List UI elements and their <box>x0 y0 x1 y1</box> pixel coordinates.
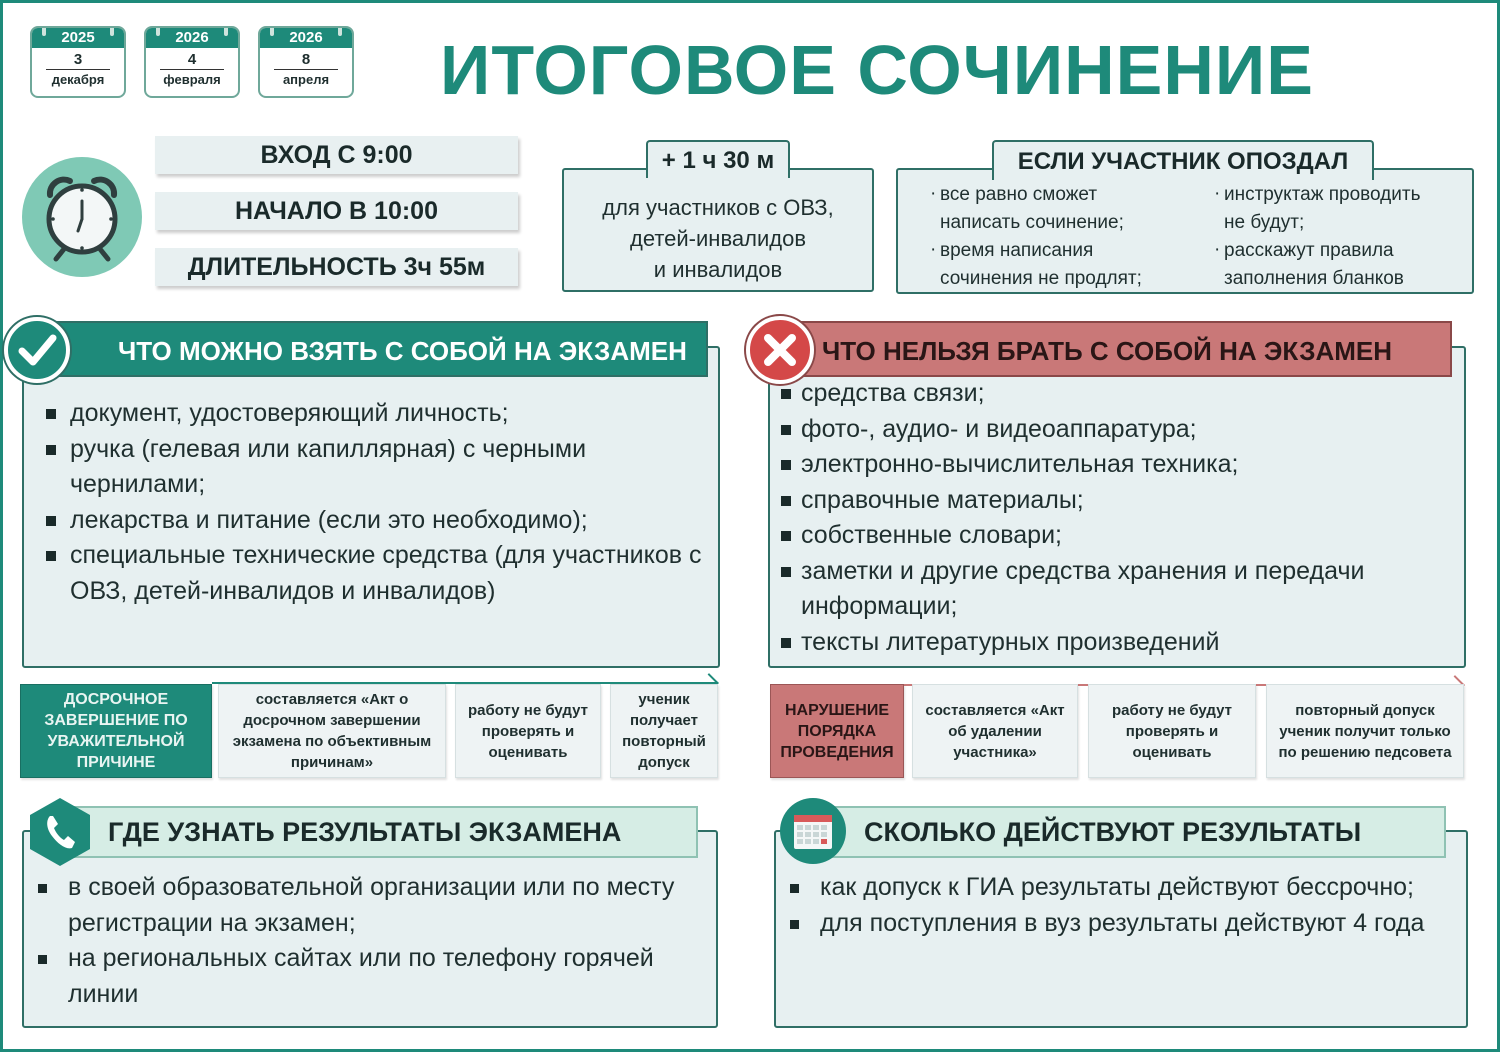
early-finish-step: ДОСРОЧНОЕ ЗАВЕРШЕНИЕ ПО УВАЖИТЕЛЬНОЙ ПРИЧИНЕ <box>20 684 212 778</box>
violation-step: повторный допуск ученик получит только по решению педсовета <box>1266 684 1464 778</box>
allowed-item: лекарства и питание (если это необходимо); <box>24 503 714 539</box>
extra-time-panel <box>562 168 874 292</box>
page-title: ИТОГОВОЕ СОЧИНЕНИЕ <box>440 31 1314 109</box>
calendar-grid-icon <box>780 798 846 864</box>
calendar-day: 4 <box>187 51 197 68</box>
violation-step: работу не будут проверять и оценивать <box>1088 684 1256 778</box>
phone-icon <box>28 796 92 868</box>
entry-time: ВХОД С 9:00 <box>155 136 518 174</box>
forbidden-panel <box>768 346 1466 668</box>
early-finish-step: составляется «Акт о досрочном завершении экзамена по объективным причинам» <box>218 684 446 778</box>
forbidden-item: справочные материалы; <box>770 483 1462 519</box>
violation-step: НАРУШЕНИЕ ПОРЯДКА ПРОВЕДЕНИЯ <box>770 684 904 778</box>
forbidden-item: фото-, аудио- и видеоаппаратура; <box>770 412 1462 448</box>
allowed-item: специальные технические средства (для участников с ОВЗ, детей-инвалидов и инвалидов) <box>24 538 714 609</box>
forbidden-item: электронно-вычислительная техника; <box>770 447 1462 483</box>
duration: ДЛИТЕЛЬНОСТЬ 3ч 55м <box>155 248 518 286</box>
late-item: · время написания сочинения не продлят; <box>930 239 1142 289</box>
extra-time-line: для участников с ОВЗ, <box>602 195 834 220</box>
results-where-title: ГДЕ УЗНАТЬ РЕЗУЛЬТАТЫ ЭКЗАМЕНА <box>56 806 698 858</box>
forbidden-item: средства связи; <box>770 376 1462 412</box>
late-item: · все равно сможет написать сочинение; <box>930 183 1124 233</box>
extra-time-line: детей-инвалидов <box>629 226 807 251</box>
results-validity-item: как допуск к ГИА результаты действуют бессрочно; <box>776 870 1456 906</box>
extra-time-label: + 1 ч 30 м <box>646 140 790 178</box>
alarm-clock-icon <box>22 157 142 277</box>
late-item: · инструктаж проводить не будут; <box>1214 183 1421 233</box>
forbidden-item: заметки и другие средства хранения и передачи информации; <box>770 554 1462 625</box>
calendar-icon <box>258 26 354 98</box>
calendar-icon <box>30 26 126 98</box>
early-finish-step: работу не будут проверять и оценивать <box>455 684 601 778</box>
calendar-month: февраля <box>163 72 221 87</box>
allowed-panel <box>22 346 720 668</box>
calendar-year: 2026 <box>289 29 323 46</box>
results-where-item: в своей образовательной организации или по месту регистрации на экзамен; <box>24 870 704 941</box>
forbidden-item: тексты литературных произведений <box>770 625 1462 661</box>
results-where-panel <box>22 830 718 1028</box>
forbidden-item: собственные словари; <box>770 518 1462 554</box>
results-where-item: на региональных сайтах или по телефону горячей линии <box>24 941 704 1012</box>
calendar-year: 2026 <box>175 29 209 46</box>
late-panel <box>896 168 1474 294</box>
allowed-title: ЧТО МОЖНО ВЗЯТЬ С СОБОЙ НА ЭКЗАМЕН <box>56 321 708 377</box>
calendar-day: 8 <box>301 51 311 68</box>
calendar-year: 2025 <box>61 29 95 46</box>
extra-time-line: и инвалидов <box>653 257 783 282</box>
late-title: ЕСЛИ УЧАСТНИК ОПОЗДАЛ <box>992 140 1374 180</box>
calendar-month: декабря <box>51 72 105 87</box>
calendar-month: апреля <box>282 72 330 87</box>
start-time: НАЧАЛО В 10:00 <box>155 192 518 230</box>
results-validity-title: СКОЛЬКО ДЕЙСТВУЮТ РЕЗУЛЬТАТЫ <box>812 806 1446 858</box>
results-validity-panel <box>774 830 1468 1028</box>
check-icon <box>4 317 70 383</box>
calendar-day: 3 <box>73 51 83 68</box>
cross-icon <box>746 316 814 384</box>
late-item: · расскажут правила заполнения бланков <box>1214 239 1404 289</box>
early-finish-step: ученик получает повторный допуск <box>610 684 718 778</box>
allowed-item: ручка (гелевая или капиллярная) с черными чернилами; <box>24 432 714 503</box>
results-validity-item: для поступления в вуз результаты действуют 4 года <box>776 906 1456 942</box>
allowed-item: документ, удостоверяющий личность; <box>24 396 714 432</box>
calendar-icon <box>144 26 240 98</box>
violation-step: составляется «Акт об удалении участника» <box>912 684 1078 778</box>
forbidden-title: ЧТО НЕЛЬЗЯ БРАТЬ С СОБОЙ НА ЭКЗАМЕН <box>800 321 1452 377</box>
